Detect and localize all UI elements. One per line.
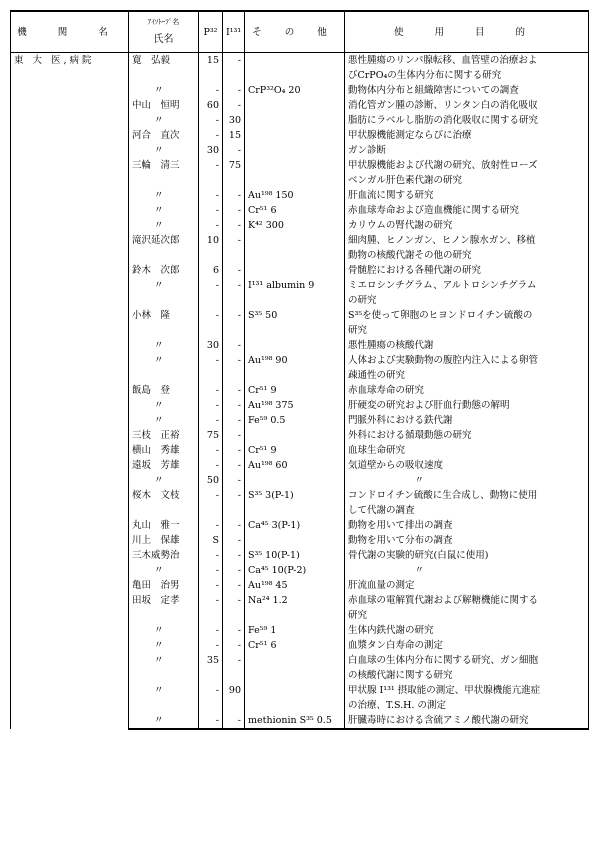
purpose-line: 甲状腺機能測定ならびに治療 xyxy=(348,130,472,141)
researcher-name-cell: 三輪 清三 xyxy=(129,158,199,188)
p32-amount-cell: 75 xyxy=(199,428,223,443)
header-purpose: 使 用 目 的 xyxy=(345,11,589,53)
purpose-line: 門脈外科における鉄代謝 xyxy=(348,415,453,426)
purpose-line: 赤血球寿命および造血機能に関する研究 xyxy=(348,205,520,216)
researcher-name-cell: 〃 xyxy=(129,653,199,683)
purpose-cell xyxy=(345,578,589,593)
i131-amount-cell: 30 xyxy=(223,113,245,128)
researcher-name-cell: 横山 秀雄 xyxy=(129,443,199,458)
i131-amount-cell: - xyxy=(223,98,245,113)
p32-amount-cell: - xyxy=(199,713,223,729)
researcher-name-cell: 〃 xyxy=(129,143,199,158)
purpose-cell xyxy=(345,488,589,518)
purpose-line: の治療、T.S.H. の測定 xyxy=(348,700,446,711)
i131-amount-cell: - xyxy=(223,83,245,98)
purpose-line: 赤血球寿命の研究 xyxy=(348,385,425,396)
i131-amount-cell: - xyxy=(223,413,245,428)
purpose-line: 悪性腫瘍の核酸代謝 xyxy=(348,340,434,351)
i131-amount-cell: - xyxy=(223,548,245,563)
purpose-cell xyxy=(345,413,589,428)
p32-amount-cell: - xyxy=(199,443,223,458)
purpose-line: 人体および実験動物の腹腔内注入による卵管 xyxy=(348,355,539,366)
p32-amount-cell: - xyxy=(199,398,223,413)
researcher-name-cell: 〃 xyxy=(129,413,199,428)
researcher-name-cell: 三木威勢治 xyxy=(129,548,199,563)
i131-amount-cell: - xyxy=(223,278,245,308)
header-person-label: 氏名 xyxy=(153,33,174,45)
other-isotope-cell xyxy=(245,263,345,278)
i131-amount-cell: - xyxy=(223,638,245,653)
purpose-line: 〃 xyxy=(348,475,425,486)
researcher-name-cell: 亀田 治男 xyxy=(129,578,199,593)
researcher-name-cell: 三枝 正裕 xyxy=(129,428,199,443)
header-i131: I¹³¹ xyxy=(223,11,245,53)
other-isotope-cell: Cr⁵¹ 6 xyxy=(245,638,345,653)
researcher-name-cell: 〃 xyxy=(129,83,199,98)
purpose-line: 悪性腫瘍のリンパ腺転移、血管壁の治療およ xyxy=(348,55,538,66)
purpose-cell xyxy=(345,308,589,338)
i131-amount-cell: - xyxy=(223,233,245,263)
i131-amount-cell: - xyxy=(223,428,245,443)
p32-amount-cell: - xyxy=(199,518,223,533)
p32-amount-cell: - xyxy=(199,113,223,128)
purpose-cell xyxy=(345,398,589,413)
purpose-line: 白血球の生体内分布に関する研究、ガン細胞 xyxy=(348,655,539,666)
purpose-line: ベンガル肝色素代謝の研究 xyxy=(348,175,463,186)
i131-amount-cell: - xyxy=(223,488,245,518)
purpose-cell xyxy=(345,518,589,533)
i131-amount-cell: - xyxy=(223,593,245,623)
purpose-cell xyxy=(345,218,589,233)
table-row xyxy=(11,53,589,84)
p32-amount-cell: - xyxy=(199,638,223,653)
other-isotope-cell: Na²⁴ 1.2 xyxy=(245,593,345,623)
purpose-cell xyxy=(345,638,589,653)
p32-amount-cell: 35 xyxy=(199,653,223,683)
table-body xyxy=(11,53,589,730)
i131-amount-cell: - xyxy=(223,713,245,729)
p32-amount-cell: - xyxy=(199,188,223,203)
header-p32: P³² xyxy=(199,11,223,53)
purpose-cell xyxy=(345,533,589,548)
purpose-line: 赤血球の電解質代謝および解糖機能に関する xyxy=(348,595,539,606)
other-isotope-cell xyxy=(245,128,345,143)
researcher-name-cell: 〃 xyxy=(129,338,199,353)
purpose-line: 脂肪にラベルし脂肪の消化吸収に関する研究 xyxy=(348,115,539,126)
p32-amount-cell: 30 xyxy=(199,143,223,158)
other-isotope-cell: Ca⁴⁵ 10(P-2) xyxy=(245,563,345,578)
purpose-cell xyxy=(345,113,589,128)
other-isotope-cell xyxy=(245,473,345,488)
p32-amount-cell: 10 xyxy=(199,233,223,263)
other-isotope-cell: Ca⁴⁵ 3(P-1) xyxy=(245,518,345,533)
purpose-cell xyxy=(345,428,589,443)
p32-amount-cell: S xyxy=(199,533,223,548)
p32-amount-cell: - xyxy=(199,158,223,188)
purpose-cell xyxy=(345,203,589,218)
i131-amount-cell: - xyxy=(223,263,245,278)
i131-amount-cell: - xyxy=(223,518,245,533)
purpose-cell xyxy=(345,233,589,263)
purpose-line: 骨代謝の実験的研究(白鼠に使用) xyxy=(348,550,489,561)
researcher-name-cell: 〃 xyxy=(129,713,199,729)
purpose-cell xyxy=(345,473,589,488)
purpose-line: びCrPO₄の生体内分布に関する研究 xyxy=(348,70,502,81)
purpose-line: 疎通性の研究 xyxy=(348,370,406,381)
purpose-line: の核酸代謝に関する研究 xyxy=(348,670,453,681)
purpose-cell xyxy=(345,593,589,623)
researcher-name-cell: 〃 xyxy=(129,623,199,638)
purpose-cell xyxy=(345,278,589,308)
purpose-cell xyxy=(345,653,589,683)
researcher-name-cell: 〃 xyxy=(129,218,199,233)
purpose-cell xyxy=(345,623,589,638)
other-isotope-cell xyxy=(245,143,345,158)
i131-amount-cell: - xyxy=(223,533,245,548)
i131-amount-cell: - xyxy=(223,218,245,233)
purpose-cell xyxy=(345,563,589,578)
p32-amount-cell: 60 xyxy=(199,98,223,113)
p32-amount-cell: - xyxy=(199,128,223,143)
other-isotope-cell: Au¹⁹⁸ 375 xyxy=(245,398,345,413)
other-isotope-cell xyxy=(245,233,345,263)
purpose-cell xyxy=(345,53,589,84)
researcher-name-cell: 〃 xyxy=(129,113,199,128)
researcher-name-cell: 〃 xyxy=(129,683,199,713)
purpose-line: 生体内鉄代謝の研究 xyxy=(348,625,434,636)
i131-amount-cell: 90 xyxy=(223,683,245,713)
purpose-line: の研究 xyxy=(348,295,377,306)
p32-amount-cell: - xyxy=(199,683,223,713)
purpose-line: 消化管ガン腫の診断、リンタン白の消化吸収 xyxy=(348,100,538,111)
purpose-line: 肝硬変の研究および肝血行動態の解明 xyxy=(348,400,510,411)
purpose-cell xyxy=(345,188,589,203)
other-isotope-cell: Au¹⁹⁸ 90 xyxy=(245,353,345,383)
i131-amount-cell: - xyxy=(223,383,245,398)
researcher-name-cell: 丸山 雅一 xyxy=(129,518,199,533)
other-isotope-cell: Au¹⁹⁸ 45 xyxy=(245,578,345,593)
i131-amount-cell: 15 xyxy=(223,128,245,143)
purpose-line: 動物を用いて分布の調査 xyxy=(348,535,453,546)
i131-amount-cell: - xyxy=(223,578,245,593)
purpose-cell xyxy=(345,383,589,398)
other-isotope-cell: I¹³¹ albumin 9 xyxy=(245,278,345,308)
i131-amount-cell: - xyxy=(223,308,245,338)
p32-amount-cell: 6 xyxy=(199,263,223,278)
other-isotope-cell: CrP³²O₄ 20 xyxy=(245,83,345,98)
purpose-line: 血漿タン白寿命の測定 xyxy=(348,640,444,651)
other-isotope-cell xyxy=(245,113,345,128)
other-isotope-cell xyxy=(245,428,345,443)
purpose-line: 気道壁からの吸収速度 xyxy=(348,460,444,471)
p32-amount-cell: - xyxy=(199,578,223,593)
isotope-usage-table xyxy=(10,10,589,730)
purpose-cell xyxy=(345,458,589,473)
other-isotope-cell xyxy=(245,158,345,188)
i131-amount-cell: - xyxy=(223,53,245,84)
header-institution: 機 関 名 xyxy=(11,11,129,53)
p32-amount-cell: - xyxy=(199,413,223,428)
header-isotope-name xyxy=(129,11,199,53)
purpose-line: カリウムの腎代謝の研究 xyxy=(348,220,453,231)
i131-amount-cell: - xyxy=(223,398,245,413)
p32-amount-cell: - xyxy=(199,623,223,638)
i131-amount-cell: - xyxy=(223,143,245,158)
purpose-line: 甲状腺 I¹³¹ 摂取能の測定、甲状腺機能亢進症 xyxy=(348,685,541,696)
purpose-cell xyxy=(345,548,589,563)
p32-amount-cell: - xyxy=(199,563,223,578)
purpose-line: S³⁵を使って卵胞のヒヨンドロイチン硫酸の xyxy=(348,310,533,321)
other-isotope-cell: Cr⁵¹ 9 xyxy=(245,443,345,458)
p32-amount-cell: - xyxy=(199,83,223,98)
header-row xyxy=(11,11,589,53)
i131-amount-cell: - xyxy=(223,353,245,383)
purpose-line: 動物体内分布と組織障害についての調査 xyxy=(348,85,519,96)
purpose-line: 肝臓毒時における含硫アミノ酸代謝の研究 xyxy=(348,715,529,726)
purpose-line: 動物を用いて排出の調査 xyxy=(348,520,453,531)
researcher-name-cell: 桜木 文枝 xyxy=(129,488,199,518)
researcher-name-cell: 田坂 定孝 xyxy=(129,593,199,623)
researcher-name-cell: 〃 xyxy=(129,278,199,308)
purpose-line: 甲状腺機能および代謝の研究、放射性ローズ xyxy=(348,160,538,171)
i131-amount-cell: - xyxy=(223,458,245,473)
p32-amount-cell: - xyxy=(199,308,223,338)
purpose-cell xyxy=(345,713,589,729)
other-isotope-cell: S³⁵ 3(P-1) xyxy=(245,488,345,518)
p32-amount-cell: - xyxy=(199,383,223,398)
other-isotope-cell: Fe⁵⁹ 1 xyxy=(245,623,345,638)
header-other: そ の 他 xyxy=(245,11,345,53)
i131-amount-cell: - xyxy=(223,653,245,683)
purpose-line: 〃 xyxy=(348,565,425,576)
researcher-name-cell: 滝沢延次郎 xyxy=(129,233,199,263)
researcher-name-cell: 鈴木 次郎 xyxy=(129,263,199,278)
p32-amount-cell: - xyxy=(199,353,223,383)
purpose-cell xyxy=(345,443,589,458)
p32-amount-cell: - xyxy=(199,488,223,518)
p32-amount-cell: - xyxy=(199,458,223,473)
purpose-line: 血球生命研究 xyxy=(348,445,406,456)
purpose-line: 骨髄腔における各種代謝の研究 xyxy=(348,265,482,276)
purpose-cell xyxy=(345,683,589,713)
other-isotope-cell xyxy=(245,98,345,113)
researcher-name-cell: 〃 xyxy=(129,353,199,383)
researcher-name-cell: 遠坂 芳雄 xyxy=(129,458,199,473)
i131-amount-cell: - xyxy=(223,443,245,458)
other-isotope-cell xyxy=(245,53,345,84)
i131-amount-cell: - xyxy=(223,203,245,218)
other-isotope-cell xyxy=(245,653,345,683)
purpose-line: 外科における循環動態の研究 xyxy=(348,430,472,441)
p32-amount-cell: 15 xyxy=(199,53,223,84)
purpose-line: 研究 xyxy=(348,325,368,336)
other-isotope-cell: K⁴² 300 xyxy=(245,218,345,233)
p32-amount-cell: 30 xyxy=(199,338,223,353)
purpose-cell xyxy=(345,263,589,278)
i131-amount-cell: - xyxy=(223,563,245,578)
researcher-name-cell: 飯島 登 xyxy=(129,383,199,398)
p32-amount-cell: - xyxy=(199,548,223,563)
i131-amount-cell: 75 xyxy=(223,158,245,188)
other-isotope-cell: Au¹⁹⁸ 150 xyxy=(245,188,345,203)
purpose-line: 肝流血量の測定 xyxy=(348,580,415,591)
other-isotope-cell: Fe⁵⁹ 0.5 xyxy=(245,413,345,428)
researcher-name-cell: 〃 xyxy=(129,638,199,653)
purpose-cell xyxy=(345,98,589,113)
other-isotope-cell: S³⁵ 50 xyxy=(245,308,345,338)
other-isotope-cell xyxy=(245,338,345,353)
i131-amount-cell: - xyxy=(223,188,245,203)
purpose-line: ガン診断 xyxy=(348,145,387,156)
purpose-cell xyxy=(345,128,589,143)
p32-amount-cell: 50 xyxy=(199,473,223,488)
researcher-name-cell: 〃 xyxy=(129,203,199,218)
other-isotope-cell: S³⁵ 10(P-1) xyxy=(245,548,345,563)
p32-amount-cell: - xyxy=(199,593,223,623)
researcher-name-cell: 小林 隆 xyxy=(129,308,199,338)
i131-amount-cell: - xyxy=(223,473,245,488)
other-isotope-cell xyxy=(245,533,345,548)
purpose-line: 動物の核酸代謝その他の研究 xyxy=(348,250,472,261)
header-isotope-label: ｱｲｿﾄｰﾌﾟ名 xyxy=(147,17,180,26)
purpose-line: 肝血流に関する研究 xyxy=(348,190,434,201)
other-isotope-cell: Au¹⁹⁸ 60 xyxy=(245,458,345,473)
researcher-name-cell: 川上 保雄 xyxy=(129,533,199,548)
p32-amount-cell: - xyxy=(199,278,223,308)
other-isotope-cell: Cr⁵¹ 9 xyxy=(245,383,345,398)
purpose-cell xyxy=(345,143,589,158)
researcher-name-cell: 〃 xyxy=(129,188,199,203)
researcher-name-cell: 〃 xyxy=(129,473,199,488)
i131-amount-cell: - xyxy=(223,338,245,353)
other-isotope-cell: Cr⁵¹ 6 xyxy=(245,203,345,218)
researcher-name-cell: 〃 xyxy=(129,398,199,413)
purpose-cell xyxy=(345,83,589,98)
purpose-line: 細肉腫、ヒノンガン、ヒノン腺水ガン、移植 xyxy=(348,235,536,246)
purpose-line: して代謝の調査 xyxy=(348,505,415,516)
researcher-name-cell: 寛 弘毅 xyxy=(129,53,199,84)
p32-amount-cell: - xyxy=(199,218,223,233)
p32-amount-cell: - xyxy=(199,203,223,218)
purpose-line: ミエロシンチグラム、アルトロシンチグラム xyxy=(348,280,537,291)
other-isotope-cell xyxy=(245,683,345,713)
institution-cell: 東 大 医,病院 xyxy=(11,53,129,730)
researcher-name-cell: 河合 直次 xyxy=(129,128,199,143)
purpose-cell xyxy=(345,338,589,353)
purpose-line: 研究 xyxy=(348,610,368,621)
purpose-line: コンドロイチン硫酸に生合成し、動物に使用 xyxy=(348,490,538,501)
researcher-name-cell: 〃 xyxy=(129,563,199,578)
other-isotope-cell: methionin S³⁵ 0.5 xyxy=(245,713,345,729)
i131-amount-cell: - xyxy=(223,623,245,638)
purpose-cell xyxy=(345,353,589,383)
researcher-name-cell: 中山 恒明 xyxy=(129,98,199,113)
purpose-cell xyxy=(345,158,589,188)
